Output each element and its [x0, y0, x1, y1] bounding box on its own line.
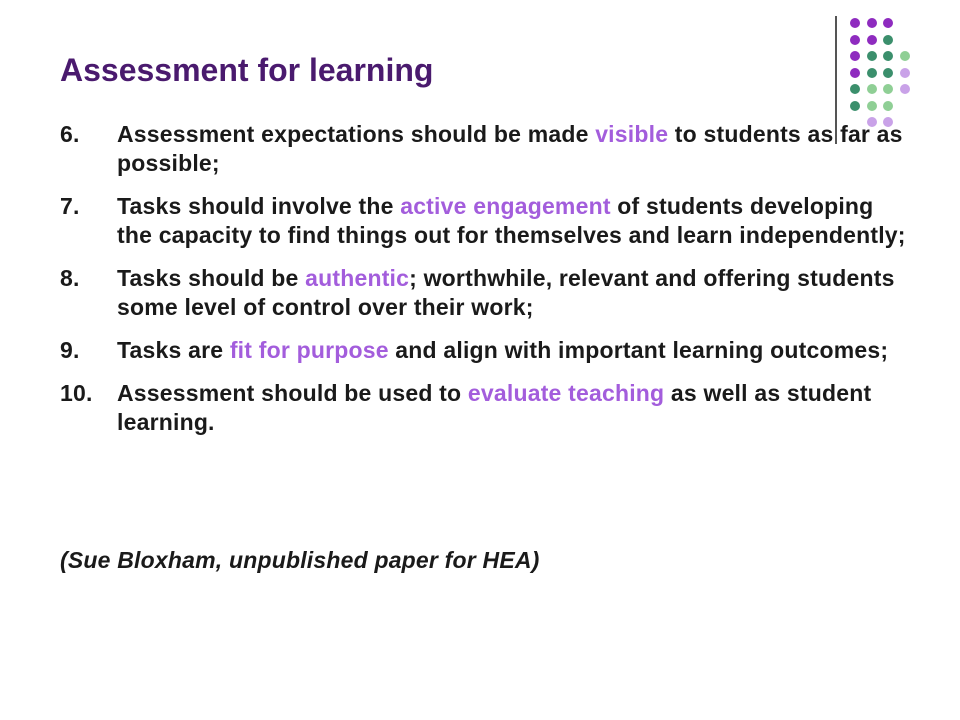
item-number: 6. — [60, 121, 80, 147]
item-highlight: evaluate teaching — [467, 380, 665, 406]
item-highlight: fit for purpose — [229, 337, 389, 363]
decorative-dot — [883, 84, 893, 94]
item-text — [117, 336, 910, 365]
decorative-dot — [867, 51, 877, 61]
item-text-after: and align with important learning outcomes; — [388, 337, 889, 363]
item-highlight: active engagement — [400, 193, 611, 219]
decorative-dot — [883, 51, 893, 61]
item-highlight: authentic — [305, 265, 410, 291]
decorative-dot — [883, 101, 893, 111]
list-item — [60, 192, 910, 250]
item-text-after: ; worthwhile, relevant and offering students some level of control over their work; — [117, 265, 895, 320]
source-citation: (Sue Bloxham, unpublished paper for HEA) — [60, 547, 540, 573]
slide-title: Assessment for learning — [60, 52, 434, 88]
decorative-dot — [900, 84, 910, 94]
decorative-dot — [883, 68, 893, 78]
item-text-before: Assessment should be used to — [117, 380, 468, 406]
item-text-before: Tasks should be — [117, 265, 306, 291]
decorative-dot — [850, 101, 860, 111]
decorative-dot — [900, 51, 910, 61]
decorative-dot — [850, 18, 860, 28]
decorative-dot — [850, 51, 860, 61]
item-text — [117, 192, 910, 250]
item-number: 7. — [60, 193, 80, 219]
decorative-dot — [867, 84, 877, 94]
item-text-before: Tasks should involve the — [117, 193, 401, 219]
decorative-dot — [867, 68, 877, 78]
list-item — [60, 336, 910, 365]
decorative-dot — [850, 84, 860, 94]
decorative-dot — [850, 35, 860, 45]
list-item — [60, 379, 910, 437]
numbered-list — [60, 120, 910, 451]
decorative-dot — [850, 68, 860, 78]
list-item — [60, 264, 910, 322]
decorative-dot — [867, 35, 877, 45]
decorative-dot — [883, 35, 893, 45]
decorative-dot — [900, 68, 910, 78]
item-number: 8. — [60, 265, 80, 291]
item-number: 10. — [60, 380, 93, 406]
item-highlight: visible — [595, 121, 669, 147]
item-text-after: to students as far as possible; — [117, 121, 903, 176]
list-item — [60, 120, 910, 178]
item-text — [117, 264, 910, 322]
item-number: 9. — [60, 337, 80, 363]
decorative-dot — [867, 101, 877, 111]
item-text-before: Assessment expectations should be made — [117, 121, 596, 147]
decorative-dot — [883, 18, 893, 28]
item-text-after: as well as student learning. — [117, 380, 872, 435]
item-text-before: Tasks are — [117, 337, 230, 363]
item-text-after: of students developing the capacity to find things out for themselves and learn independently; — [117, 193, 906, 248]
decorative-dot-grid — [850, 18, 930, 136]
item-text — [117, 120, 910, 178]
decorative-dot — [867, 18, 877, 28]
item-text — [117, 379, 910, 437]
